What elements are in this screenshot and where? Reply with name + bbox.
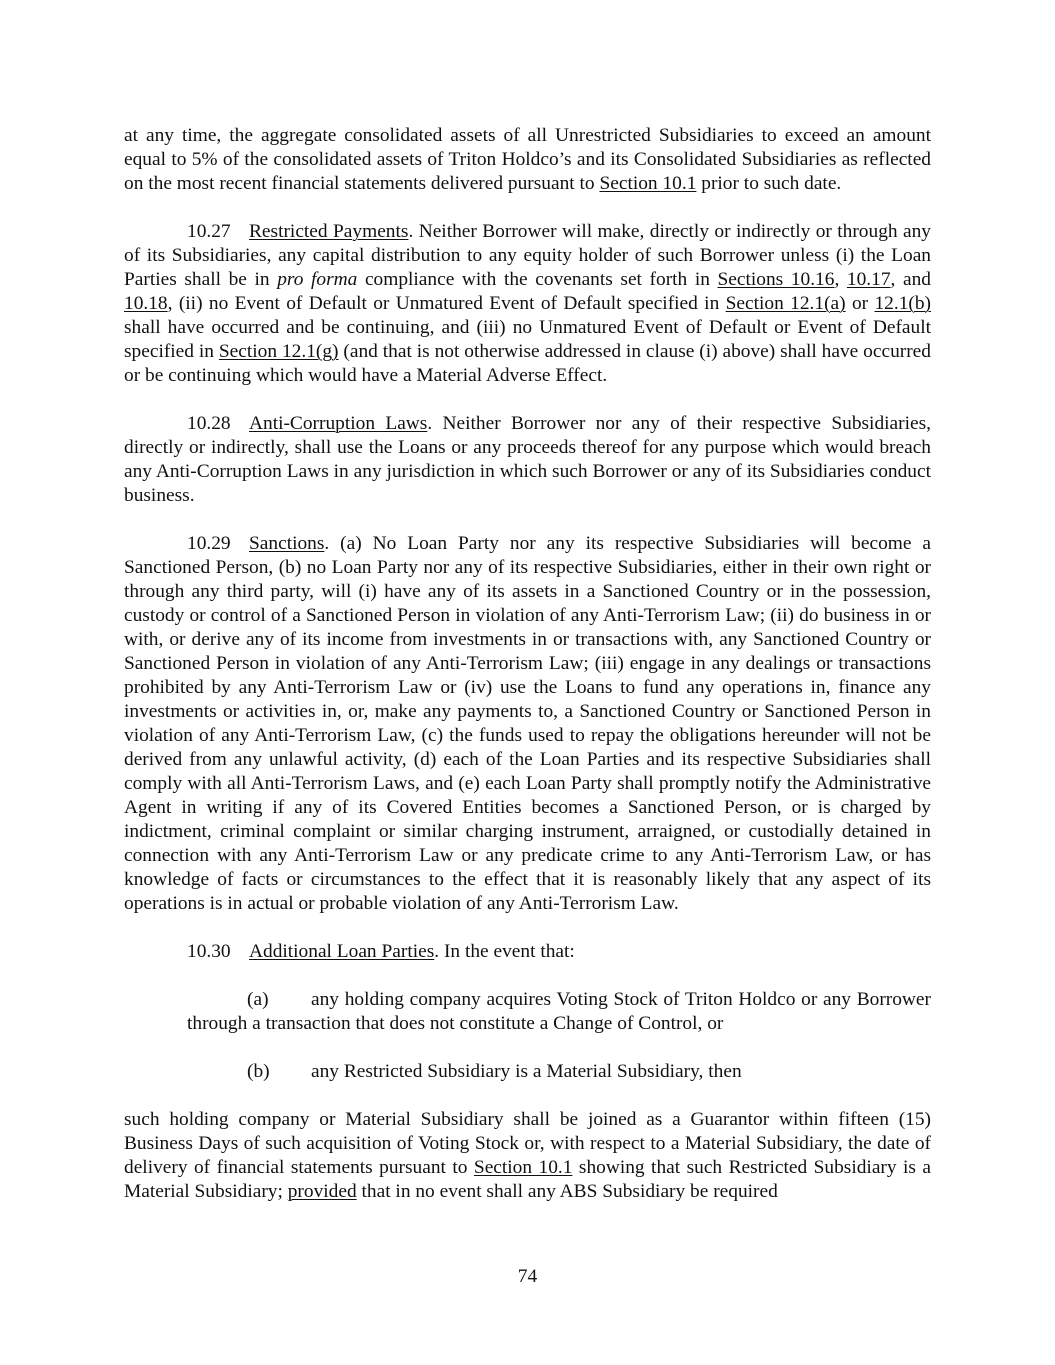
paragraph-text: compliance with the covenants set forth in (357, 269, 718, 290)
page-body (124, 124, 931, 1204)
section-10-27-paragraph (124, 220, 931, 388)
section-reference: 12.1(b) (874, 293, 931, 314)
section-heading: Sanctions (249, 533, 325, 554)
paragraph-text: or (845, 293, 875, 314)
section-reference: Section 12.1(a) (725, 293, 846, 314)
paragraph-text: that in no event shall any ABS Subsidiary be required (356, 1181, 778, 1202)
paragraph-text: , and (890, 269, 931, 290)
section-reference: Section 10.1 (599, 173, 697, 194)
section-number: 10.27 (187, 221, 231, 242)
section-reference: 10.17 (846, 269, 891, 290)
continuation-paragraph (124, 1108, 931, 1204)
paragraph-text: , (ii) no Event of Default or Unmatured Event of Default specified in (167, 293, 726, 314)
proviso-term: provided (287, 1181, 357, 1202)
paragraph-text: . Neither Borrower nor any of their respective Subsidiaries, directly or indirectly, shall use the Loans or any proceeds thereof for any purpose which would breach any Anti-Corruption Laws in any jurisdiction in which such Borrower or any of its Subsidiaries conduct business. (124, 413, 931, 506)
section-reference: Section 12.1(g) (218, 341, 339, 362)
clause-label: (b) (247, 1061, 270, 1082)
clause-text: any Restricted Subsidiary is a Material Subsidiary, then (311, 1061, 742, 1082)
paragraph-text: shall have occurred and be continuing, and (iii) no Unmatured Event of Default or Event of Default specified in (124, 317, 931, 362)
section-reference: Sections 10.16 (717, 269, 835, 290)
paragraph-text: (and that is not otherwise addressed in clause (i) above) shall have occurred or be continuing which would have a Material Adverse Effect. (124, 341, 931, 386)
section-heading: Additional Loan Parties (249, 941, 435, 962)
clause-a (124, 988, 931, 1036)
clause-b (124, 1060, 931, 1084)
section-number: 10.29 (187, 533, 231, 554)
paragraph-text: . Neither Borrower will make, directly or indirectly or through any of its Subsidiaries, any capital distribution to any equity holder of such Borrower unless (i) the Loan Parties shall be in (124, 221, 931, 290)
section-10-29-paragraph (124, 532, 931, 916)
clause-label: (a) (247, 989, 269, 1010)
paragraph-text: . In the event that: (434, 941, 575, 962)
paragraph-text: at any time, the aggregate consolidated assets of all Unrestricted Subsidiaries to exceed an amount equal to 5% of the consolidated assets of Triton Holdco’s and its Consolidated Subsidiaries as reflected on the most recent financial statements delivered pursuant to (124, 125, 931, 194)
paragraph-text: , (834, 269, 847, 290)
section-reference: Section 10.1 (473, 1157, 573, 1178)
section-heading: Anti-Corruption Laws (249, 413, 428, 434)
intro-paragraph (124, 124, 931, 196)
paragraph-text: . (a) No Loan Party nor any its respective Subsidiaries will become a Sanctioned Person, (b) no Loan Party nor any of its respective Subsidiaries, either in their own right or through any third party, will (i) have any of its assets in a Sanctioned Country or in the possession, custody or control of a Sanctioned Person in violation of any Anti-Terrorism Law; (ii) do business in or with, or derive any of its income from investments in or transactions with, any Sanctioned Country or Sanctioned Person in violation of any Anti-Terrorism Law; (iii) engage in any dealings or transactions prohibited by any Anti-Terrorism Law or (iv) use the Loans to fund any operations in, finance any investments or activities in, or, make any payments to, a Sanctioned Country or Sanctioned Person in violation of any Anti-Terrorism Law, (c) the funds used to repay the obligations hereunder will not be derived from any unlawful activity, (d) each of the Loan Parties and its respective Subsidiaries shall comply with all Anti-Terrorism Laws, and (e) each Loan Party shall promptly notify the Administrative Agent in writing if any of its Covered Entities becomes a Sanctioned Person, or is charged by indictment, criminal complaint or similar charging instrument, arraigned, or custodially detained in connection with any Anti-Terrorism Law or any predicate crime to any Anti-Terrorism Law, or has knowledge of facts or circumstances to the effect that it is reasonably likely that any aspect of its operations is in actual or probable violation of any Anti-Terrorism Law. (124, 533, 931, 914)
section-reference: 10.18 (124, 293, 168, 314)
section-10-30-paragraph (124, 940, 931, 964)
italic-term: pro forma (277, 269, 358, 290)
paragraph-text: such holding company or Material Subsidiary shall be joined as a Guarantor within fifteen (15) Business Days of such acquisition of Voting Stock or, with respect to a Material Subsidiary, the date of delivery of financial statements pursuant to (124, 1109, 931, 1178)
section-10-28-paragraph (124, 412, 931, 508)
section-number: 10.30 (187, 941, 231, 962)
paragraph-text: prior to such date. (696, 173, 842, 194)
clause-text: any holding company acquires Voting Stock of Triton Holdco or any Borrower through a transaction that does not constitute a Change of Control, or (187, 989, 931, 1034)
section-number: 10.28 (187, 413, 231, 434)
section-heading: Restricted Payments (249, 221, 409, 242)
paragraph-text: showing that such Restricted Subsidiary is a Material Subsidiary; (124, 1157, 932, 1202)
page-number: 74 (517, 1266, 538, 1287)
